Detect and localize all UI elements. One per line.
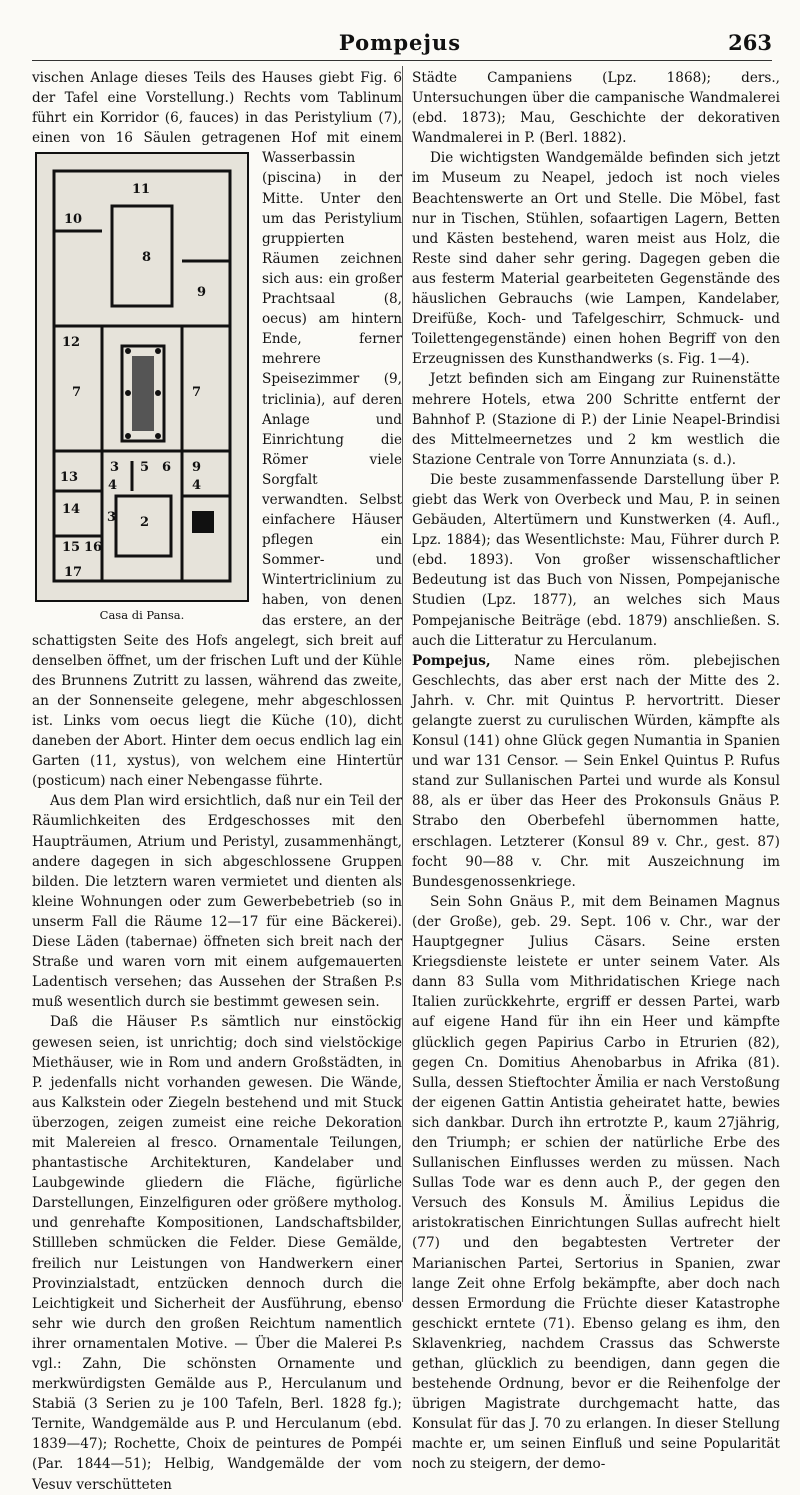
paragraph: Aus dem Plan wird ersichtlich, daß nur ein Teil der Räumlichkeiten des Erdgeschosses mit den Haupträumen, Atrium und Peristyl, zusammenhängt, andere dagegen in sich abgeschlossene Gruppen bilden. Die letztern waren vermietet und dienten als kleine Wohnungen oder zum Gewerbebetrieb (so in unserm Fall die Räume 12—17 für eine Bäckerei). Diese Läden (tabernae) öffneten sich breit nach der Straße und waren vorn mit einem aufgemauerten Ladentisch versehen; das Aussehen der Straßen P.s muß wesentlich durch sie bestimmt gewesen sein. [32, 793, 402, 1011]
room-number-label: 6 [162, 460, 172, 476]
room-number-label: 4 [192, 478, 202, 494]
room-number-label: 10 [64, 212, 83, 228]
paragraph: Die wichtigsten Wandgemälde befinden sich jetzt im Museum zu Neapel, jedoch ist noch vieles Beachtenswerte an Ort und Stelle. Die Möbel, fast nur in Tischen, Stühlen, sofaartigen Lagern, Betten und Kästen bestehend, waren meist aus Holz, die Reste sind daher sehr gering. Dagegen geben die aus festerm Material gearbeiteten Gegenstände des häuslichen Gebrauchs (wie Lampen, Kandelaber, Dreifüße, Koch- und Tafelgeschirr, Schmuck- und Toilettengegenstände) einen hohen Begriff von den Erzeugnissen des Kunsthandwerks (s. Fig. 1—4). [412, 150, 780, 368]
paragraph-continuation: Städte Campaniens (Lpz. 1868); ders., Untersuchungen über die campanische Wandmalerei (ebd. 1873); Mau, Geschichte der dekorativen Wandmalerei in P. (Berl. 1882). [412, 70, 780, 147]
header-rule [32, 60, 772, 61]
room-number-label: 9 [192, 460, 202, 476]
room-number-label: 12 [62, 335, 81, 351]
floor-plan-image [32, 151, 252, 603]
room-number-label: 13 [60, 470, 79, 486]
room-number-label: 3 [110, 460, 120, 476]
room-number-label: 2 [140, 515, 150, 531]
running-title: Pompejus [338, 30, 462, 55]
room-number-label: 5 [140, 460, 150, 476]
page-header [0, 30, 800, 58]
room-number-label: 9 [197, 285, 207, 301]
entry-pompejus [412, 651, 780, 892]
room-number-label: 17 [64, 565, 83, 581]
figure-caption: Casa di Pansa. [99, 608, 185, 623]
page-number: 263 [728, 30, 772, 55]
room-number-label: 8 [142, 250, 152, 266]
room-number-label: 4 [108, 478, 118, 494]
column-divider [402, 66, 403, 1302]
paragraph: Daß die Häuser P.s sämtlich nur einstöckig gewesen seien, ist unrichtig; doch sind vielstöckige Miethäuser, wie in Rom und andern Großstädten, in P. jedenfalls nicht vorhanden gewesen. Die Wände, aus Kalkstein oder Ziegeln bestehend und mit Stuck überzogen, zeigen zumeist eine reiche Dekoration mit Malereien al fresco. Ornamentale Teilungen, phantastische Architekturen, Kandelaber und Laubgewinde gliedern die Fläche, figürliche Darstellungen, Einzelfiguren oder größere mytholog. und genrehafte Kompositionen, Landschaftsbilder, Stillleben schmücken die Felder. Diese Gemälde, freilich nur Leistungen von Handwerkern einer Provinzialstadt, entzücken dennoch durch die Leichtigkeit und Sicherheit der Ausführung, ebenso sehr wie durch den großen Reichtum namentlich ihrer ornamentalen Motive. — Über die Malerei P.s vgl.: Zahn, Die schönsten Ornamente und merkwürdigsten Gemälde aus P., Herculanum und Stabiä (3 Serien zu je 100 Tafeln, Berl. 1828 fg.); Ternite, Wandgemälde aus P. und Herculanum (ebd. 1839—47); Rochette, Choix de peintures de Pompéi (Par. 1844—51); Helbig, Wandgemälde der vom Vesuv verschütteten [32, 1014, 402, 1493]
room-number-label: 7 [192, 385, 202, 401]
paragraph: Die beste zusammenfassende Darstellung über P. giebt das Werk von Overbeck und Mau, P. in seinen Gebäuden, Altertümern und Kunstwerken (4. Aufl., Lpz. 1884); das Wesentlichste: Mau, Führer durch P. (ebd. 1893). Von großer wissenschaftlicher Bedeutung ist das Buch von Nissen, Pompejanische Studien (Lpz. 1877), an welches sich Maus Pompejanische Beiträge (ebd. 1879) anschließen. S. auch die Litteratur zu Herculanum. [412, 471, 780, 649]
room-number-label: 11 [132, 182, 151, 198]
entry-headword: Pompejus, [412, 652, 491, 669]
room-number-label: 14 [62, 502, 81, 518]
entry-text: Name eines röm. plebejischen Geschlechts, das aber erst nach der Mitte des 2. Jahrh. v. Chr. mit Quintus P. hervortritt. Dieser gelangte zuerst zu curulischen Würden, kämpfte als Konsul (141) ohne Glück gegen Numantia in Spanien und war 131 Censor. — Sein Enkel Quintus P. Rufus stand zur Sullanischen Partei und wurde als Konsul 88, als er über das Heer des Prokonsuls Gnäus P. Strabo den Oberbefehl übernommen hatte, erschlagen. Letzterer (Konsul 89 v. Chr., gest. 87) focht 90—88 v. Chr. mit Auszeichnung im Bundesgenossenkriege. [412, 652, 780, 890]
floor-plan-figure [32, 151, 252, 621]
paragraph: Jetzt befinden sich am Eingang zur Ruinenstätte mehrere Hotels, etwa 200 Schritte entfernt der Bahnhof P. (Stazione di P.) der Linie Neapel-Brindisi des Mittelmeernetzes und 2 km westlich die Stazione Centrale von Torre Annunziata (s. d.). [412, 371, 780, 468]
paragraph: Sein Sohn Gnäus P., mit dem Beinamen Magnus (der Große), geb. 29. Sept. 106 v. Chr., war der Hauptgegner Julius Cäsars. Seine ersten Kriegsdienste leistete er unter seinem Vater. Als dann 83 Sulla vom Mithridatischen Kriege nach Italien zurückkehrte, ergriff er dessen Partei, warb auf eigene Hand für ihn ein Heer und kämpfte glücklich gegen Papirius Carbo in Etrurien (82), gegen Cn. Domitius Ahenobarbus in Afrika (81). Sulla, dessen Stieftochter Ämilia er nach Verstoßung der eigenen Gattin Antistia geheiratet hatte, bewies sich dankbar. Durch ihn ertrotzte P., kaum 27jährig, den Triumph; er schien der natürliche Erbe des Sullanischen Einflusses werden zu müssen. Nach Sullas Tode war es denn auch P., der gegen den Versuch des Konsuls M. Ämilius Lepidus die aristokratischen Einrichtungen Sullas aufrecht hielt (77) und den begabtesten Vertreter der Marianischen Partei, Sertorius in Spanien, zwar lange Zeit ohne Erfolg bekämpfte, aber doch nach dessen Ermordung die Früchte dieser Katastrophe geschickt erntete (71). Ebenso gelang es ihm, den Sklavenkrieg, nachdem Crassus das Schwerste gethan, glücklich zu beendigen, dann gegen die bestehende Ordnung, bevor er die Reihenfolge der übrigen Magistrate durchgemacht hatte, das Konsulat für das J. 70 zu erlangen. In dieser Stellung machte er, um seinen Einfluß und seine Popularität noch zu steigern, der demo- [412, 893, 780, 1473]
room-number-label: 7 [72, 385, 82, 401]
room-number-label: 15 [62, 540, 81, 556]
left-column [32, 68, 402, 1493]
paragraph-continuation: vischen Anlage dieses Teils des Hauses giebt Fig. 6 der Tafel eine Vorstellung.) Rechts vom Tablinum führt ein Korridor (6, fauces) in das Peristylium (7), einen von 16 Säulen getragenen Hof mit einem 11 8 10 9 7 7 12 3 5 6 9 13 4 4 14 15 16 3 2 17 Casa di Pansa. Wasserbassin (piscina) in der Mitte. Unter den um das Peristylium gruppierten Räumen zeichnen sich aus: ein großer Prachtsaal (8, oecus) am hintern Ende, ferner mehrere Speisezimmer (9, triclinia), auf deren Anlage und Einrichtung die Römer viele Sorgfalt verwandten. Selbst einfachere Häuser pflegen ein Sommer- und Wintertriclinium zu haben, von denen das erstere, an der schattigsten Seite des Hofs angelegt, sich breit auf denselben öffnet, um der frischen Luft und der Kühle des Brunnens Zutritt zu lassen, während das zweite, an der Sonnenseite gelegene, mehr abgeschlossen ist. Links vom oecus liegt die Küche (10), dicht daneben der Abort. Hinter dem oecus endlich lag ein Garten (11, xystus), von welchem eine Hintertür (posticum) nach einer Nebengasse führte. [32, 70, 402, 790]
room-number-label: 16 [84, 540, 103, 556]
right-column [412, 68, 780, 1473]
room-number-label: 3 [107, 510, 117, 526]
